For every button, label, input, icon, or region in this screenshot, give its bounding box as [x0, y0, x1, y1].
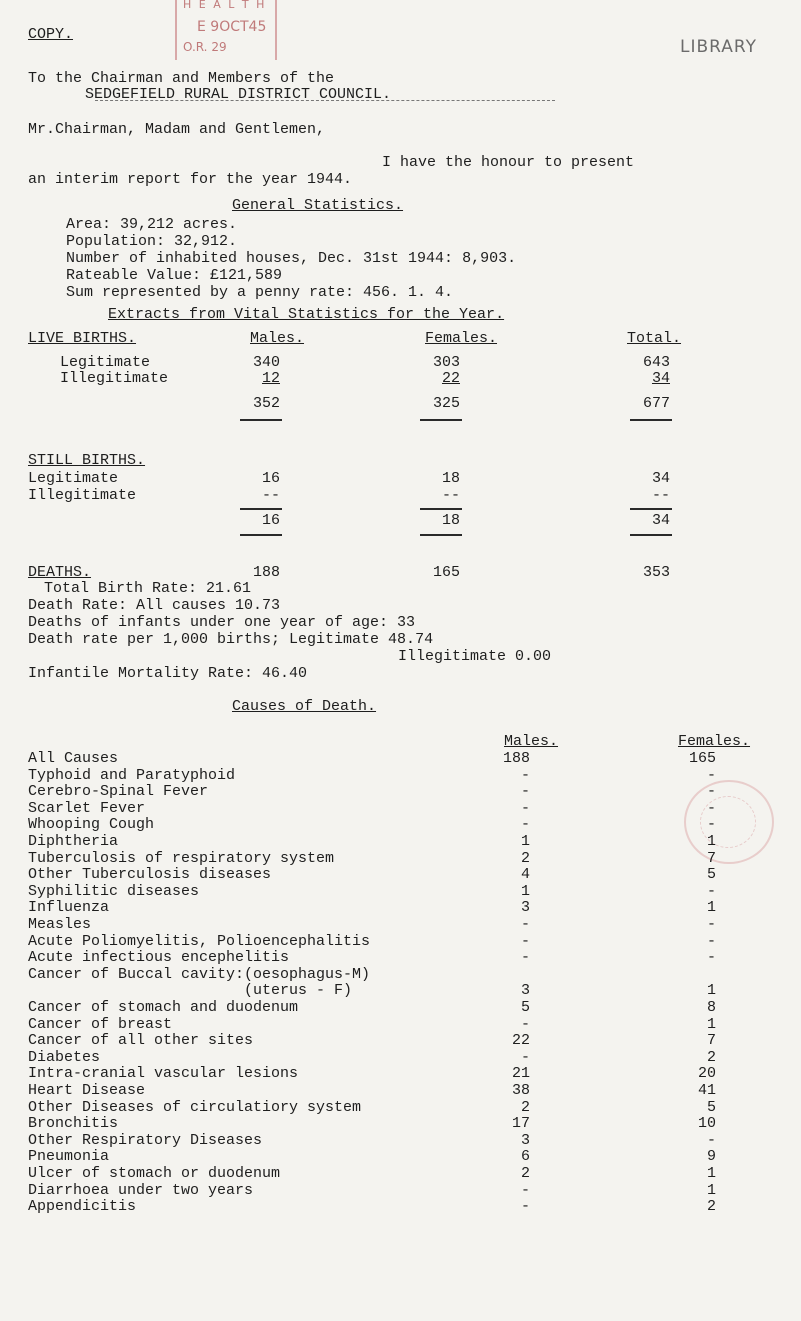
cause-females: 5: [706, 1099, 716, 1116]
cause-label: Scarlet Fever: [28, 800, 146, 817]
live-illegit-females: 22: [441, 370, 460, 387]
cause-females: -: [706, 949, 716, 966]
cause-females: 7: [706, 850, 716, 867]
copy-label: COPY.: [28, 26, 74, 43]
infant-deaths: Deaths of infants under one year of age: 33: [28, 614, 416, 631]
cause-females: 1: [706, 899, 716, 916]
cause-label: Tuberculosis of respiratory system: [28, 850, 335, 867]
cause-females: 1: [706, 1165, 716, 1182]
cause-females: -: [706, 916, 716, 933]
cause-label: Ulcer of stomach or duodenum: [28, 1165, 281, 1182]
still-rule-total: [630, 508, 672, 510]
address-divider: [95, 100, 555, 101]
cause-males: -: [520, 1016, 530, 1033]
live-legit-label: Legitimate: [60, 354, 151, 371]
cause-label: All Causes: [28, 750, 119, 767]
still-rule-females: [420, 508, 462, 510]
illegitimate-rate: Illegitimate 0.00: [398, 648, 552, 665]
cause-females: 1: [706, 1016, 716, 1033]
cause-label: Acute Poliomyelitis, Polioencephalitis: [28, 933, 371, 950]
cause-label: Influenza: [28, 899, 110, 916]
live-total-rule-males: [240, 419, 282, 421]
cause-males: -: [520, 1198, 530, 1215]
causes-col-males: Males.: [504, 733, 559, 750]
cause-label: Other Respiratory Diseases: [28, 1132, 263, 1149]
cause-females: -: [706, 767, 716, 784]
cause-label: Acute infectious encephelitis: [28, 949, 290, 966]
live-illegit-label: Illegitimate: [60, 370, 169, 387]
death-rate-births: Death rate per 1,000 births; Legitimate 48.74: [28, 631, 434, 648]
live-illegit-males: 12: [261, 370, 280, 387]
cause-males: 17: [511, 1115, 530, 1132]
still-total-males: 16: [261, 512, 280, 529]
cause-females: 2: [706, 1049, 716, 1066]
cause-males: 22: [511, 1032, 530, 1049]
live-total-rule-total: [630, 419, 672, 421]
col-females: Females.: [425, 330, 498, 347]
cause-males: -: [520, 1182, 530, 1199]
cause-females: -: [706, 783, 716, 800]
live-births-heading: LIVE BIRTHS.: [28, 330, 137, 347]
cause-label: Heart Disease: [28, 1082, 146, 1099]
cause-females: 8: [706, 999, 716, 1016]
live-legit-total: 643: [642, 354, 670, 371]
live-total-total: 677: [642, 395, 670, 412]
cause-females: -: [706, 933, 716, 950]
still-births-heading: STILL BIRTHS.: [28, 452, 146, 469]
cause-females: 5: [706, 866, 716, 883]
cause-females: 165: [688, 750, 716, 767]
cause-label: Diphtheria: [28, 833, 119, 850]
cause-label: Whooping Cough: [28, 816, 155, 833]
still-total-females: 18: [441, 512, 460, 529]
inhabited-houses: Number of inhabited houses, Dec. 31st 1944: 8,903.: [66, 250, 517, 267]
address-line-1: To the Chairman and Members of the: [28, 70, 335, 87]
address-line-2: SEDGEFIELD RURAL DISTRICT COUNCIL.: [85, 86, 392, 103]
intro-line-1: I have the honour to present: [382, 154, 635, 171]
still-total-rule-total: [630, 534, 672, 536]
stamp-date: E 9OCT45: [197, 19, 267, 35]
cause-males: 188: [502, 750, 530, 767]
col-total: Total.: [627, 330, 682, 347]
cause-label: Syphilitic diseases: [28, 883, 200, 900]
cause-label: Intra-cranial vascular lesions: [28, 1065, 299, 1082]
cause-males: 2: [520, 1099, 530, 1116]
cause-label: Diabetes: [28, 1049, 101, 1066]
vital-heading: Extracts from Vital Statistics for the Year.: [108, 306, 505, 323]
cause-males: 1: [520, 883, 530, 900]
live-total-rule-females: [420, 419, 462, 421]
salutation: Mr.Chairman, Madam and Gentlemen,: [28, 121, 326, 138]
general-heading: General Statistics.: [232, 197, 404, 214]
still-total-rule-males: [240, 534, 282, 536]
cause-males: 3: [520, 1132, 530, 1149]
deaths-males: 188: [252, 564, 280, 581]
infant-mortality: Infantile Mortality Rate: 46.40: [28, 665, 308, 682]
cause-females: -: [706, 816, 716, 833]
cause-males: -: [520, 1049, 530, 1066]
cause-females: 10: [697, 1115, 716, 1132]
cause-males: -: [520, 800, 530, 817]
col-males: Males.: [250, 330, 305, 347]
cause-label: Other Diseases of circulatiory system: [28, 1099, 362, 1116]
stamp-top: H E A L T H: [183, 0, 267, 11]
received-stamp: [175, 0, 277, 60]
intro-line-2: an interim report for the year 1944.: [28, 171, 353, 188]
cause-females: -: [706, 1132, 716, 1149]
cause-females: 1: [706, 1182, 716, 1199]
live-total-females: 325: [432, 395, 460, 412]
cause-males: -: [520, 933, 530, 950]
cause-males: 6: [520, 1148, 530, 1165]
causes-heading: Causes of Death.: [232, 698, 377, 715]
birth-rate: Total Birth Rate: 21.61: [44, 580, 252, 597]
cause-females: 1: [706, 833, 716, 850]
live-illegit-total: 34: [651, 370, 670, 387]
cause-females: 1: [706, 982, 716, 999]
cause-males: 3: [520, 982, 530, 999]
death-rate: Death Rate: All causes 10.73: [28, 597, 281, 614]
rateable-value: Rateable Value: £121,589: [66, 267, 283, 284]
cause-label: Bronchitis: [28, 1115, 119, 1132]
cause-males: 5: [520, 999, 530, 1016]
cause-label: Appendicitis: [28, 1198, 137, 1215]
cause-females: 20: [697, 1065, 716, 1082]
cause-label: (uterus - F): [28, 982, 353, 999]
still-illegit-label: Illegitimate: [28, 487, 137, 504]
live-legit-males: 340: [252, 354, 280, 371]
area: Area: 39,212 acres.: [66, 216, 238, 233]
cause-females: 9: [706, 1148, 716, 1165]
cause-label: Typhoid and Paratyphoid: [28, 767, 236, 784]
live-legit-females: 303: [432, 354, 460, 371]
still-legit-label: Legitimate: [28, 470, 119, 487]
cause-label: Cancer of all other sites: [28, 1032, 254, 1049]
population: Population: 32,912.: [66, 233, 238, 250]
still-legit-total: 34: [651, 470, 670, 487]
still-illegit-males: --: [261, 487, 280, 504]
cause-label: Measles: [28, 916, 92, 933]
cause-males: 21: [511, 1065, 530, 1082]
cause-males: 1: [520, 833, 530, 850]
deaths-females: 165: [432, 564, 460, 581]
cause-males: 38: [511, 1082, 530, 1099]
still-total-rule-females: [420, 534, 462, 536]
cause-males: 2: [520, 850, 530, 867]
cause-label: Cancer of breast: [28, 1016, 173, 1033]
live-total-males: 352: [252, 395, 280, 412]
cause-females: 7: [706, 1032, 716, 1049]
cause-males: -: [520, 816, 530, 833]
cause-males: -: [520, 767, 530, 784]
deaths-total: 353: [642, 564, 670, 581]
stamp-ref: O.R. 29: [183, 40, 227, 54]
still-illegit-females: --: [441, 487, 460, 504]
cause-label: Pneumonia: [28, 1148, 110, 1165]
still-rule-males: [240, 508, 282, 510]
still-legit-females: 18: [441, 470, 460, 487]
still-illegit-total: --: [651, 487, 670, 504]
cause-males: 4: [520, 866, 530, 883]
causes-col-females: Females.: [678, 733, 751, 750]
still-legit-males: 16: [261, 470, 280, 487]
cause-label: Cerebro-Spinal Fever: [28, 783, 209, 800]
cause-females: 2: [706, 1198, 716, 1215]
deaths-heading: DEATHS.: [28, 564, 92, 581]
cause-females: -: [706, 800, 716, 817]
cause-males: -: [520, 916, 530, 933]
cause-males: -: [520, 783, 530, 800]
cause-label: Other Tuberculosis diseases: [28, 866, 272, 883]
cause-females: -: [706, 883, 716, 900]
penny-rate: Sum represented by a penny rate: 456. 1. 4.: [66, 284, 454, 301]
still-total-total: 34: [651, 512, 670, 529]
cause-males: 3: [520, 899, 530, 916]
cause-label: Cancer of Buccal cavity:(oesophagus-M): [28, 966, 371, 983]
cause-females: 41: [697, 1082, 716, 1099]
cause-label: Diarrhoea under two years: [28, 1182, 254, 1199]
cause-label: Cancer of stomach and duodenum: [28, 999, 299, 1016]
library-stamp: LIBRARY: [680, 37, 758, 57]
cause-males: 2: [520, 1165, 530, 1182]
cause-males: -: [520, 949, 530, 966]
